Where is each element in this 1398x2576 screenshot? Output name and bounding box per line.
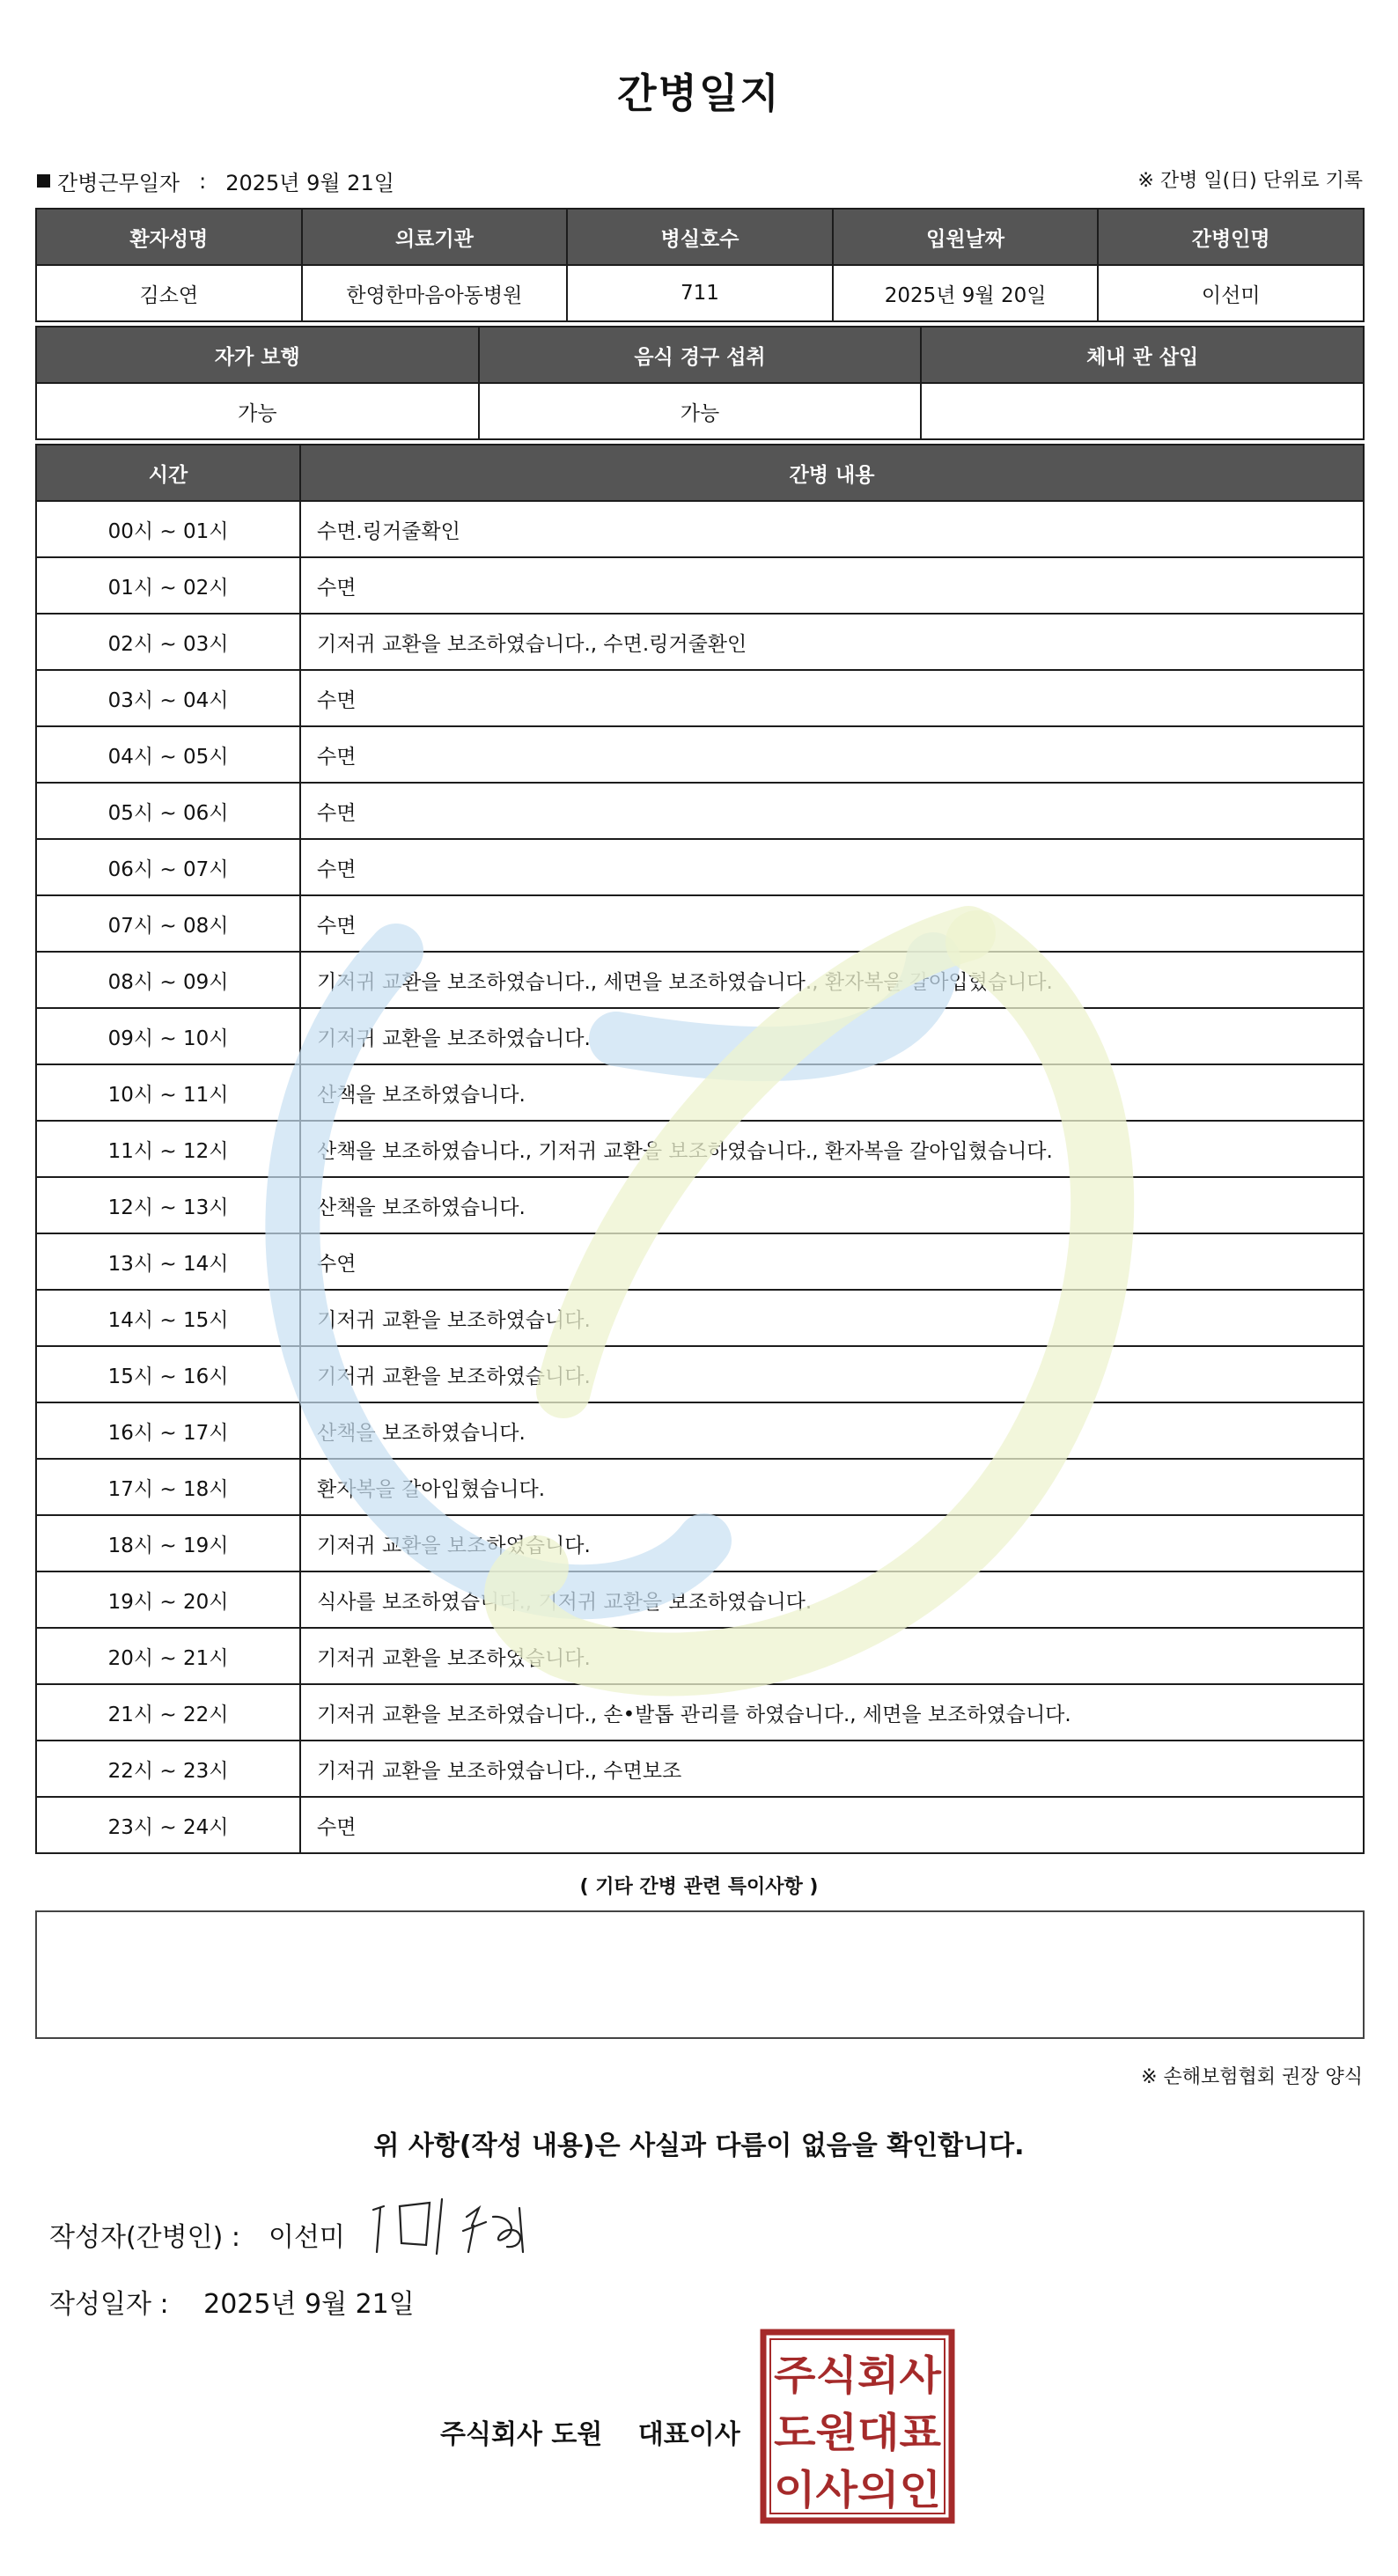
log-time: 00시 ~ 01시 xyxy=(36,501,300,557)
log-time: 08시 ~ 09시 xyxy=(36,952,300,1008)
svg-text:도원대표: 도원대표 xyxy=(774,2409,942,2456)
header-admission-date: 입원날짜 xyxy=(833,209,1099,265)
log-row xyxy=(36,1628,1364,1684)
log-row xyxy=(36,1121,1364,1177)
log-time: 17시 ~ 18시 xyxy=(36,1459,300,1515)
log-content: 기저귀 교환을 보조하였습니다. xyxy=(300,1628,1364,1684)
log-time: 04시 ~ 05시 xyxy=(36,726,300,783)
log-content: 산책을 보조하였습니다. xyxy=(300,1064,1364,1121)
work-date-colon: : xyxy=(199,168,207,194)
log-time: 15시 ~ 16시 xyxy=(36,1346,300,1402)
log-content: 수연 xyxy=(300,1233,1364,1290)
log-content: 수면 xyxy=(300,895,1364,952)
confirm-statement: 위 사항(작성 내용)은 사실과 다름이 없음을 확인합니다. xyxy=(373,2131,1025,2161)
recommend-note: ※ 손해보험협회 권장 양식 xyxy=(1141,2066,1363,2088)
write-date-label: 작성일자 : xyxy=(49,2289,169,2320)
log-time: 11시 ~ 12시 xyxy=(36,1121,300,1177)
log-row xyxy=(36,1177,1364,1233)
log-row xyxy=(36,783,1364,839)
log-row xyxy=(36,1402,1364,1459)
log-row xyxy=(36,1741,1364,1797)
log-time: 13시 ~ 14시 xyxy=(36,1233,300,1290)
caregiver-name: 이선미 xyxy=(1098,265,1364,321)
log-time: 16시 ~ 17시 xyxy=(36,1402,300,1459)
log-row xyxy=(36,1571,1364,1628)
log-time: 06시 ~ 07시 xyxy=(36,839,300,895)
log-time: 20시 ~ 21시 xyxy=(36,1628,300,1684)
header-self-walking: 자가 보행 xyxy=(36,327,479,383)
page-title: 간병일지 xyxy=(617,70,781,117)
log-row xyxy=(36,839,1364,895)
svg-text:주식회사: 주식회사 xyxy=(774,2352,942,2399)
log-content: 수면 xyxy=(300,1797,1364,1853)
work-date xyxy=(37,166,394,196)
write-date xyxy=(49,2282,415,2321)
log-time: 14시 ~ 15시 xyxy=(36,1290,300,1346)
header-hospital: 의료기관 xyxy=(302,209,568,265)
room-number: 711 xyxy=(567,265,833,321)
company-line xyxy=(440,2412,740,2451)
log-time: 07시 ~ 08시 xyxy=(36,895,300,952)
log-content: 산책을 보조하였습니다. xyxy=(300,1402,1364,1459)
care-log-table xyxy=(35,444,1365,1854)
self-walking-value: 가능 xyxy=(36,383,479,439)
company-seal-icon xyxy=(759,2328,956,2525)
log-content: 기저귀 교환을 보조하였습니다. xyxy=(300,1515,1364,1571)
log-content: 기저귀 교환을 보조하였습니다., 수면보조 xyxy=(300,1741,1364,1797)
log-content: 산책을 보조하였습니다. xyxy=(300,1177,1364,1233)
log-time: 19시 ~ 20시 xyxy=(36,1571,300,1628)
log-row xyxy=(36,1684,1364,1741)
log-content: 수면 xyxy=(300,726,1364,783)
write-date-value: 2025년 9월 21일 xyxy=(203,2289,415,2320)
log-row xyxy=(36,1515,1364,1571)
log-content: 기저귀 교환을 보조하였습니다. xyxy=(300,1008,1364,1064)
log-row xyxy=(36,501,1364,557)
log-time: 01시 ~ 02시 xyxy=(36,557,300,614)
header-care-content: 간병 내용 xyxy=(300,445,1364,501)
writer-name: 이선미 xyxy=(268,2222,345,2253)
log-content: 환자복을 갈아입혔습니다. xyxy=(300,1459,1364,1515)
log-content: 식사를 보조하였습니다., 기저귀 교환을 보조하였습니다. xyxy=(300,1571,1364,1628)
log-row xyxy=(36,557,1364,614)
log-content: 수면.링거줄확인 xyxy=(300,501,1364,557)
log-content: 수면 xyxy=(300,670,1364,726)
log-time: 10시 ~ 11시 xyxy=(36,1064,300,1121)
square-bullet-icon xyxy=(37,174,50,188)
oral-intake-value: 가능 xyxy=(479,383,922,439)
log-row xyxy=(36,1797,1364,1853)
log-time: 03시 ~ 04시 xyxy=(36,670,300,726)
log-time: 05시 ~ 06시 xyxy=(36,783,300,839)
log-row xyxy=(36,670,1364,726)
log-content: 수면 xyxy=(300,557,1364,614)
work-date-value: 2025년 9월 21일 xyxy=(225,171,394,195)
log-row xyxy=(36,614,1364,670)
notes-box xyxy=(35,1910,1365,2039)
status-info-table xyxy=(35,326,1365,440)
log-row xyxy=(36,1290,1364,1346)
admission-date: 2025년 9월 20일 xyxy=(833,265,1099,321)
log-content: 기저귀 교환을 보조하였습니다. xyxy=(300,1346,1364,1402)
writer-line xyxy=(49,2215,345,2254)
log-row xyxy=(36,726,1364,783)
log-time: 12시 ~ 13시 xyxy=(36,1177,300,1233)
log-content: 수면 xyxy=(300,839,1364,895)
notes-title: ( 기타 간병 관련 특이사항 ) xyxy=(579,1876,819,1898)
log-row xyxy=(36,1064,1364,1121)
log-content: 기저귀 교환을 보조하였습니다. xyxy=(300,1290,1364,1346)
log-content: 기저귀 교환을 보조하였습니다., 수면.링거줄환인 xyxy=(300,614,1364,670)
header-tube-insertion: 체내 관 삽입 xyxy=(921,327,1364,383)
log-row xyxy=(36,1008,1364,1064)
header-caregiver-name: 간병인명 xyxy=(1098,209,1364,265)
log-content: 기저귀 교환을 보조하였습니다., 손•발톱 관리를 하였습니다., 세면을 보조하였습니다. xyxy=(300,1684,1364,1741)
log-time: 09시 ~ 10시 xyxy=(36,1008,300,1064)
log-row xyxy=(36,895,1364,952)
writer-label: 작성자(간병인) : xyxy=(49,2222,240,2253)
header-patient-name: 환자성명 xyxy=(36,209,302,265)
company-name: 주식회사 도원 xyxy=(440,2419,603,2450)
log-content: 수면 xyxy=(300,783,1364,839)
header-room-number: 병실호수 xyxy=(567,209,833,265)
log-content: 산책을 보조하였습니다., 기저귀 교환을 보조하였습니다., 환자복을 갈아입혔습니다. xyxy=(300,1121,1364,1177)
log-time: 23시 ~ 24시 xyxy=(36,1797,300,1853)
log-content: 기저귀 교환을 보조하였습니다., 세면을 보조하였습니다., 환자복을 갈아입혔습니다. xyxy=(300,952,1364,1008)
work-date-label: 간병근무일자 xyxy=(57,171,180,195)
record-note: ※ 간병 일(日) 단위로 기록 xyxy=(1137,170,1363,192)
hospital-name: 한영한마음아동병원 xyxy=(302,265,568,321)
log-time: 02시 ~ 03시 xyxy=(36,614,300,670)
log-time: 22시 ~ 23시 xyxy=(36,1741,300,1797)
log-time: 18시 ~ 19시 xyxy=(36,1515,300,1571)
patient-name: 김소연 xyxy=(36,265,302,321)
header-oral-intake: 음식 경구 섭취 xyxy=(479,327,922,383)
svg-text:이사의인: 이사의인 xyxy=(774,2466,941,2513)
log-row xyxy=(36,1346,1364,1402)
tube-insertion-value xyxy=(921,383,1364,439)
header-time: 시간 xyxy=(36,445,300,501)
log-row xyxy=(36,952,1364,1008)
log-time: 21시 ~ 22시 xyxy=(36,1684,300,1741)
log-row xyxy=(36,1233,1364,1290)
handwritten-signature xyxy=(370,2190,537,2270)
representative-title: 대표이사 xyxy=(637,2419,740,2450)
log-row xyxy=(36,1459,1364,1515)
patient-info-table xyxy=(35,208,1365,322)
